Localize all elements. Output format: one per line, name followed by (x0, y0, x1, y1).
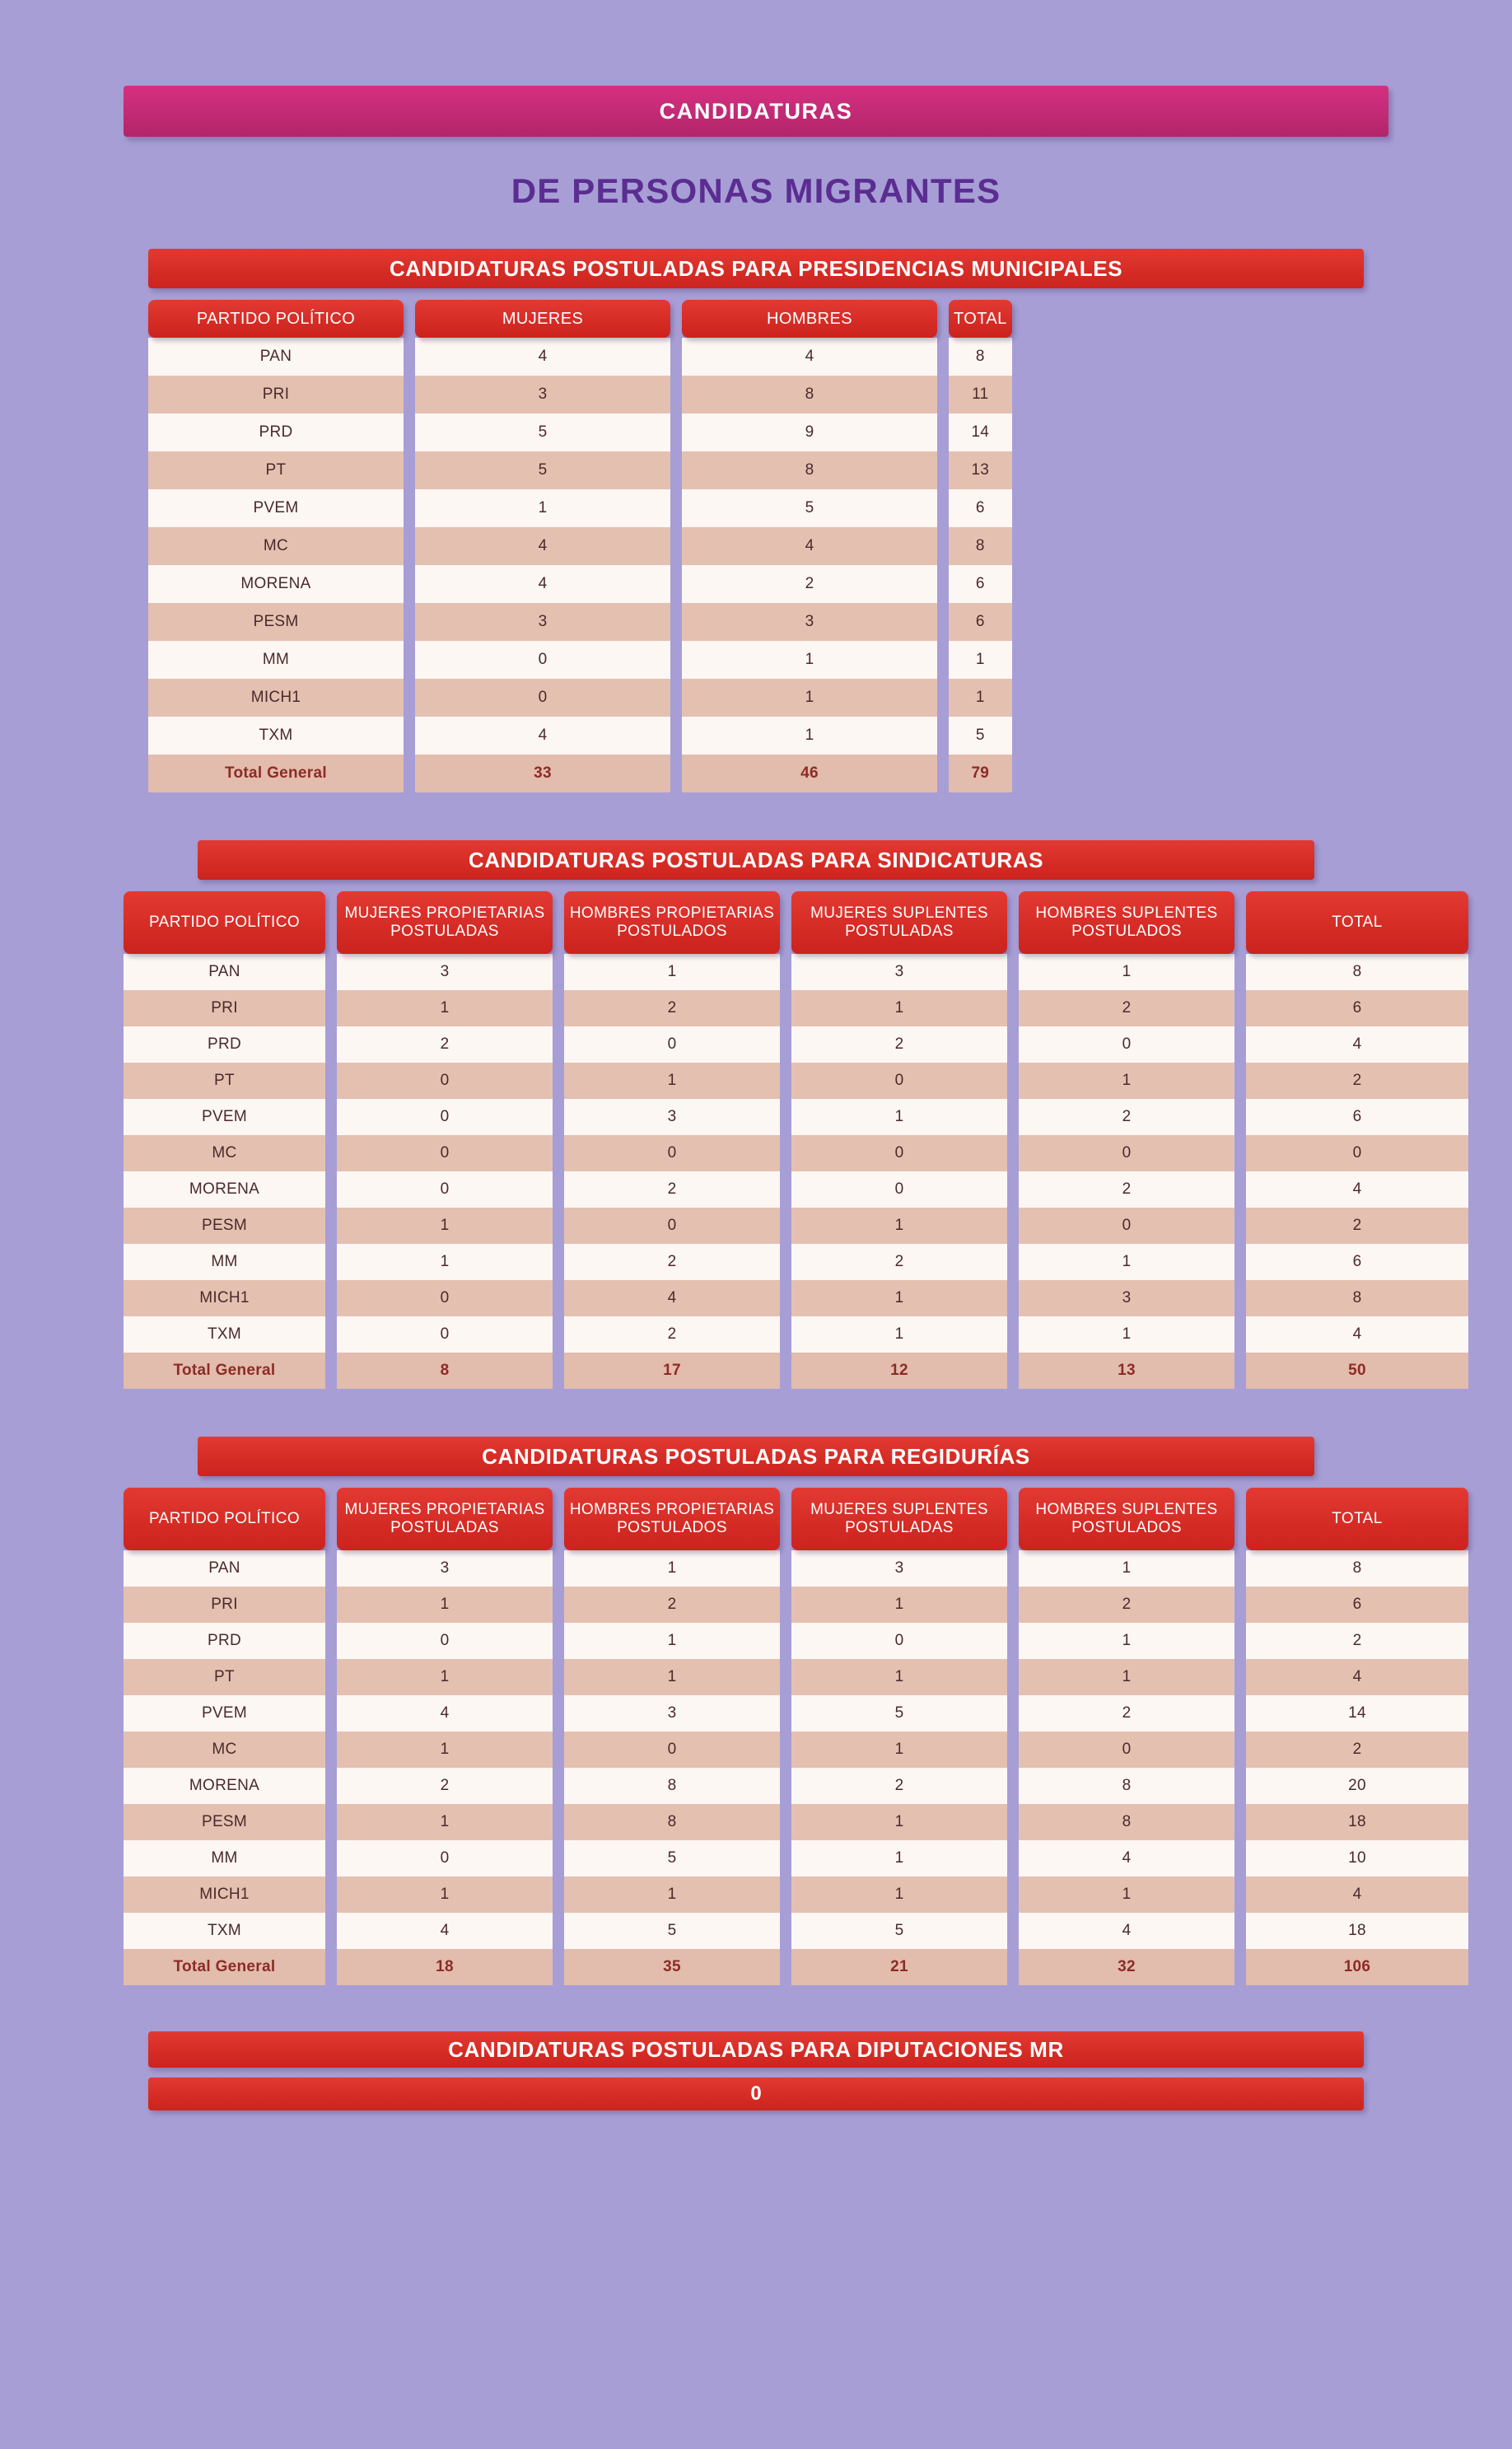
table-row: MORENA (148, 565, 404, 603)
table-row: MORENA (124, 1768, 325, 1804)
section-sindicaturas (124, 840, 1388, 1389)
table-total-row: 18 (337, 1949, 553, 1985)
column-body (337, 954, 553, 1389)
table-row: 1 (1019, 1063, 1234, 1099)
table-row: 3 (1019, 1280, 1234, 1316)
table-regidurias (124, 1488, 1388, 1985)
table-row: 1 (337, 1208, 553, 1244)
table-row: 8 (1246, 954, 1468, 990)
footer-value-label: 0 (750, 2082, 762, 2105)
table-row: 2 (337, 1768, 553, 1804)
table-row: 0 (1019, 1026, 1234, 1063)
table-row: 2 (1246, 1063, 1468, 1099)
table-row: 1 (337, 1244, 553, 1280)
column-header: HOMBRES SUPLENTES POSTULADOS (1019, 1488, 1234, 1550)
column-header: PARTIDO POLÍTICO (148, 300, 404, 338)
table-row: 1 (682, 717, 937, 755)
table-row: 4 (415, 717, 670, 755)
table-row: MC (124, 1732, 325, 1768)
column-header: MUJERES SUPLENTES POSTULADAS (791, 1488, 1007, 1550)
table-row: 1 (1019, 954, 1234, 990)
table-row: 18 (1246, 1913, 1468, 1949)
table-row: 1 (337, 1804, 553, 1840)
table-row: 2 (1019, 1099, 1234, 1135)
table-row: TXM (124, 1913, 325, 1949)
table-total-row: 46 (682, 755, 937, 792)
table-row: 4 (337, 1913, 553, 1949)
table-row: 2 (791, 1026, 1007, 1063)
table-row: 4 (1246, 1026, 1468, 1063)
table-row: 8 (682, 376, 937, 414)
table-row: 4 (1246, 1876, 1468, 1913)
table-row: 0 (337, 1135, 553, 1171)
column-header: MUJERES (415, 300, 670, 338)
section-title-label: CANDIDATURAS POSTULADAS PARA PRESIDENCIAS MUNICIPALES (389, 255, 1123, 281)
table-row: 5 (415, 451, 670, 489)
column-header: MUJERES SUPLENTES POSTULADAS (791, 891, 1007, 954)
table-row: PVEM (124, 1695, 325, 1732)
table-row: 4 (415, 338, 670, 376)
table-row: 0 (337, 1063, 553, 1099)
table-row: PAN (148, 338, 404, 376)
table-row: 1 (337, 1732, 553, 1768)
section-title-regidurias (198, 1437, 1314, 1476)
table-row: 2 (1019, 1171, 1234, 1208)
table-row: 0 (1019, 1732, 1234, 1768)
page-title: DE PERSONAS MIGRANTES (511, 171, 1001, 210)
footer-value-bar (148, 2077, 1364, 2110)
table-row: 10 (1246, 1840, 1468, 1876)
table-row: 0 (791, 1063, 1007, 1099)
table-total-row: 32 (1019, 1949, 1234, 1985)
table-row: 2 (564, 1171, 780, 1208)
table-row: 5 (791, 1913, 1007, 1949)
table-column (682, 300, 937, 792)
table-row: TXM (124, 1316, 325, 1353)
column-header: TOTAL (1246, 891, 1468, 954)
table-row: 2 (682, 565, 937, 603)
column-body (148, 338, 404, 792)
table-presidencias (148, 300, 1364, 792)
table-row: 1 (791, 1208, 1007, 1244)
table-row: 3 (791, 1550, 1007, 1587)
column-header: PARTIDO POLÍTICO (124, 891, 325, 954)
table-row: 1 (337, 1876, 553, 1913)
table-row: 2 (1246, 1732, 1468, 1768)
table-column (1246, 1488, 1468, 1985)
table-row: 0 (564, 1208, 780, 1244)
table-row: PVEM (148, 489, 404, 527)
table-row: 1 (791, 1316, 1007, 1353)
table-total-row: 21 (791, 1949, 1007, 1985)
footer-title-bar (148, 2031, 1364, 2068)
table-row: 1 (337, 1659, 553, 1695)
table-total-row: Total General (124, 1353, 325, 1389)
table-row: 4 (1246, 1659, 1468, 1695)
table-row: 1 (791, 1280, 1007, 1316)
column-header: HOMBRES PROPIETARIAS POSTULADOS (564, 891, 780, 954)
table-row: 4 (415, 527, 670, 565)
table-total-row: 13 (1019, 1353, 1234, 1389)
column-body (124, 1550, 325, 1985)
table-row: 0 (791, 1623, 1007, 1659)
column-header: TOTAL (949, 300, 1012, 338)
table-row: MC (148, 527, 404, 565)
section-title-presidencias (148, 249, 1364, 288)
table-row: 1 (1019, 1244, 1234, 1280)
table-row: 8 (949, 338, 1012, 376)
table-row: 8 (1019, 1804, 1234, 1840)
table-row: PESM (148, 603, 404, 641)
table-row: 2 (1246, 1208, 1468, 1244)
table-column (791, 1488, 1007, 1985)
table-row: 6 (1246, 1099, 1468, 1135)
table-row: MC (124, 1135, 325, 1171)
table-row: 14 (949, 414, 1012, 451)
table-column (564, 1488, 780, 1985)
column-body (1019, 954, 1234, 1389)
table-row: PAN (124, 1550, 325, 1587)
table-row: 1 (791, 1804, 1007, 1840)
table-row: 2 (564, 990, 780, 1026)
table-row: 8 (564, 1804, 780, 1840)
table-row: 1 (791, 1840, 1007, 1876)
table-row: 0 (415, 679, 670, 717)
table-row: 6 (949, 489, 1012, 527)
column-header: MUJERES PROPIETARIAS POSTULADAS (337, 891, 553, 954)
column-header: HOMBRES (682, 300, 937, 338)
table-row: MICH1 (148, 679, 404, 717)
table-row: 1 (1019, 1876, 1234, 1913)
table-row: 1 (1019, 1550, 1234, 1587)
table-row: 0 (337, 1623, 553, 1659)
table-row: 0 (791, 1171, 1007, 1208)
section-title-label: CANDIDATURAS POSTULADAS PARA SINDICATURAS (468, 847, 1044, 872)
table-total-row: 50 (1246, 1353, 1468, 1389)
table-row: 0 (337, 1316, 553, 1353)
table-total-row: 8 (337, 1353, 553, 1389)
table-row: 3 (337, 954, 553, 990)
table-column (564, 891, 780, 1389)
table-row: 5 (791, 1695, 1007, 1732)
table-row: 20 (1246, 1768, 1468, 1804)
table-row: 3 (337, 1550, 553, 1587)
table-row: 1 (791, 990, 1007, 1026)
table-row: 5 (682, 489, 937, 527)
table-row: 1 (415, 489, 670, 527)
table-row: 6 (1246, 1244, 1468, 1280)
table-row: PAN (124, 954, 325, 990)
table-row: PRI (124, 990, 325, 1026)
column-body (791, 1550, 1007, 1985)
table-row: 4 (1019, 1840, 1234, 1876)
table-row: 1 (1019, 1659, 1234, 1695)
table-row: 3 (682, 603, 937, 641)
table-row: 2 (1019, 990, 1234, 1026)
table-row: 4 (1246, 1316, 1468, 1353)
table-row: 3 (791, 954, 1007, 990)
table-row: 1 (1019, 1316, 1234, 1353)
section-diputaciones (124, 2031, 1388, 2110)
table-row: 4 (682, 527, 937, 565)
table-row: 4 (1246, 1171, 1468, 1208)
table-row: PRI (124, 1587, 325, 1623)
table-row: 14 (1246, 1695, 1468, 1732)
table-row: 3 (415, 376, 670, 414)
table-row: PESM (124, 1208, 325, 1244)
table-row: 0 (1019, 1208, 1234, 1244)
top-banner-label: CANDIDATURAS (659, 98, 853, 124)
table-row: 2 (1019, 1587, 1234, 1623)
table-row: PVEM (124, 1099, 325, 1135)
table-column (1246, 891, 1468, 1389)
table-row: 2 (1246, 1623, 1468, 1659)
table-row: 0 (337, 1171, 553, 1208)
table-column (1019, 1488, 1234, 1985)
table-row: 1 (564, 1550, 780, 1587)
section-title-label: CANDIDATURAS POSTULADAS PARA REGIDURÍAS (482, 1443, 1030, 1469)
table-row: 2 (337, 1026, 553, 1063)
table-row: 2 (791, 1768, 1007, 1804)
column-header: HOMBRES PROPIETARIAS POSTULADOS (564, 1488, 780, 1550)
table-row: 0 (337, 1840, 553, 1876)
table-row: MM (124, 1244, 325, 1280)
table-row: 2 (564, 1316, 780, 1353)
table-total-row: 12 (791, 1353, 1007, 1389)
table-row: 8 (1246, 1550, 1468, 1587)
table-column (124, 1488, 325, 1985)
table-row: 5 (564, 1840, 780, 1876)
table-row: 0 (564, 1026, 780, 1063)
table-row: 4 (415, 565, 670, 603)
table-row: 8 (682, 451, 937, 489)
table-total-row: 35 (564, 1949, 780, 1985)
table-total-row: 79 (949, 755, 1012, 792)
column-body (949, 338, 1012, 792)
table-column (124, 891, 325, 1389)
table-row: 6 (949, 603, 1012, 641)
table-row: 8 (564, 1768, 780, 1804)
table-row: 0 (337, 1280, 553, 1316)
table-row: 3 (564, 1099, 780, 1135)
table-row: 1 (949, 641, 1012, 679)
table-row: PT (124, 1659, 325, 1695)
table-row: 1 (949, 679, 1012, 717)
column-body (564, 1550, 780, 1985)
section-regidurias (124, 1437, 1388, 1985)
table-row: 1 (1019, 1623, 1234, 1659)
table-row: PT (124, 1063, 325, 1099)
table-row: 2 (564, 1244, 780, 1280)
table-row: 1 (791, 1732, 1007, 1768)
table-row: PESM (124, 1804, 325, 1840)
table-row: 4 (682, 338, 937, 376)
table-row: 0 (1019, 1135, 1234, 1171)
column-body (564, 954, 780, 1389)
table-row: PRI (148, 376, 404, 414)
table-column (148, 300, 404, 792)
table-row: 0 (791, 1135, 1007, 1171)
column-body (682, 338, 937, 792)
table-row: MICH1 (124, 1876, 325, 1913)
table-row: 1 (337, 990, 553, 1026)
column-body (124, 954, 325, 1389)
table-row: 5 (949, 717, 1012, 755)
column-body (1246, 954, 1468, 1389)
top-banner (124, 86, 1388, 137)
table-row: MM (148, 641, 404, 679)
table-row: 9 (682, 414, 937, 451)
table-column (949, 300, 1012, 792)
table-row: 2 (564, 1587, 780, 1623)
column-body (337, 1550, 553, 1985)
table-row: 6 (949, 565, 1012, 603)
table-row: 3 (415, 603, 670, 641)
table-row: 8 (1246, 1280, 1468, 1316)
table-row: 18 (1246, 1804, 1468, 1840)
table-row: 11 (949, 376, 1012, 414)
table-row: PRD (124, 1623, 325, 1659)
table-row: 1 (564, 954, 780, 990)
table-row: 0 (337, 1099, 553, 1135)
table-column (1019, 891, 1234, 1389)
table-row: 5 (415, 414, 670, 451)
table-total-row: 106 (1246, 1949, 1468, 1985)
table-total-row: Total General (124, 1949, 325, 1985)
section-presidencias (124, 249, 1388, 792)
table-row: 1 (682, 641, 937, 679)
table-row: 8 (1019, 1768, 1234, 1804)
table-row: 0 (564, 1732, 780, 1768)
table-sindicaturas (124, 891, 1388, 1389)
table-row: 5 (564, 1913, 780, 1949)
table-row: 1 (791, 1587, 1007, 1623)
table-row: 0 (415, 641, 670, 679)
table-total-row: 17 (564, 1353, 780, 1389)
table-row: 1 (682, 679, 937, 717)
table-row: 8 (949, 527, 1012, 565)
table-row: 1 (791, 1659, 1007, 1695)
table-row: MICH1 (124, 1280, 325, 1316)
footer-title-label: CANDIDATURAS POSTULADAS PARA DIPUTACIONES MR (448, 2036, 1064, 2062)
table-row: 1 (564, 1876, 780, 1913)
top-banner-wrapper (124, 86, 1388, 137)
column-header: HOMBRES SUPLENTES POSTULADOS (1019, 891, 1234, 954)
table-row: PRD (124, 1026, 325, 1063)
table-total-row: 33 (415, 755, 670, 792)
table-row: 6 (1246, 1587, 1468, 1623)
table-column (791, 891, 1007, 1389)
table-row: 1 (564, 1623, 780, 1659)
table-row: 4 (564, 1280, 780, 1316)
column-header: MUJERES PROPIETARIAS POSTULADAS (337, 1488, 553, 1550)
table-row: MORENA (124, 1171, 325, 1208)
table-row: 1 (337, 1587, 553, 1623)
table-row: TXM (148, 717, 404, 755)
table-row: PRD (148, 414, 404, 451)
table-column (415, 300, 670, 792)
table-row: PT (148, 451, 404, 489)
column-header: TOTAL (1246, 1488, 1468, 1550)
table-row: MM (124, 1840, 325, 1876)
column-body (415, 338, 670, 792)
table-column (337, 891, 553, 1389)
table-row: 13 (949, 451, 1012, 489)
column-body (1019, 1550, 1234, 1985)
column-body (1246, 1550, 1468, 1985)
table-row: 6 (1246, 990, 1468, 1026)
table-row: 0 (564, 1135, 780, 1171)
table-row: 1 (564, 1063, 780, 1099)
column-body (791, 954, 1007, 1389)
table-row: 3 (564, 1695, 780, 1732)
table-row: 4 (1019, 1913, 1234, 1949)
infographic-page (0, 86, 1512, 2110)
section-title-sindicaturas (198, 840, 1314, 880)
table-row: 1 (791, 1099, 1007, 1135)
table-row: 0 (1246, 1135, 1468, 1171)
column-header: PARTIDO POLÍTICO (124, 1488, 325, 1550)
table-row: 4 (337, 1695, 553, 1732)
table-total-row: Total General (148, 755, 404, 792)
table-column (337, 1488, 553, 1985)
table-row: 1 (791, 1876, 1007, 1913)
table-row: 2 (1019, 1695, 1234, 1732)
table-row: 2 (791, 1244, 1007, 1280)
table-row: 1 (564, 1659, 780, 1695)
